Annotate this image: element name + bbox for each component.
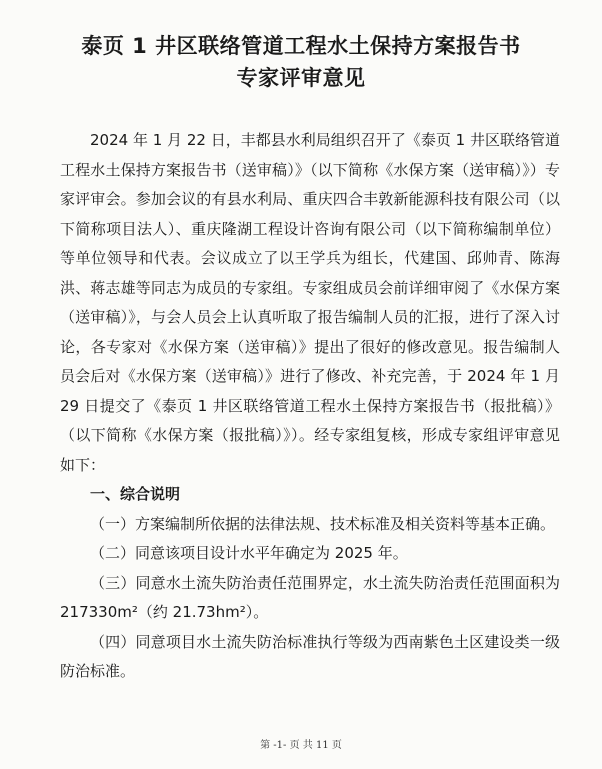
- opinion-item-4: （四）同意项目水土流失防治标准执行等级为西南紫色土区建设类一级防治标准。: [60, 632, 560, 680]
- document-body: [60, 126, 560, 687]
- opinion-item-1: （一）方案编制所依据的法律法规、技术标准及相关资料等基本正确。: [90, 514, 556, 533]
- document-subtitle: 专家评审意见: [236, 66, 366, 90]
- intro-paragraph: 2024 年 1 月 22 日，丰都县水利局组织召开了《泰页 1 井区联络管道工程水土保持方案报告书（送审稿）》（以下简称《水保方案（送审稿）》）专家评审会。参加会议的有县水利局、重庆四合丰敦新能源科技有限公司（以下简称项目法人）、重庆隆湖工程设计咨询有限公司（以下简称编制单位）等单位领导和代表。会议成立了以王学兵为组长，代建国、邱帅青、陈海洪、蒋志雄等同志为成员的专家组。专家组成员会前详细审阅了《水保方案（送审稿）》，与会人员会上认真听取了报告编制人员的汇报，进行了深入讨论，各专家对《水保方案（送审稿）》提出了很好的修改意见。报告编制人员会后对《水保方案（送审稿）》进行了修改、补充完善，于 2024 年 1 月 29 日提交了《泰页 1 井区联络管道工程水土保持方案报告书（报批稿）》（以下简称《水保方案（报批稿）》）。经专家组复核，形成专家组评审意见如下：: [60, 131, 560, 474]
- opinion-item-3: （三）同意水土流失防治责任范围界定，水土流失防治责任范围面积为 217330m²（约 21.73hm²）。: [60, 573, 560, 621]
- page-footer: 第 -1- 页 共 11 页: [260, 740, 342, 751]
- opinion-item-2: （二）同意该项目设计水平年确定为 2025 年。: [90, 544, 408, 562]
- document-title: 泰页 1 井区联络管道工程水土保持方案报告书: [81, 34, 521, 58]
- section-heading-overview: 一、综合说明: [90, 485, 181, 503]
